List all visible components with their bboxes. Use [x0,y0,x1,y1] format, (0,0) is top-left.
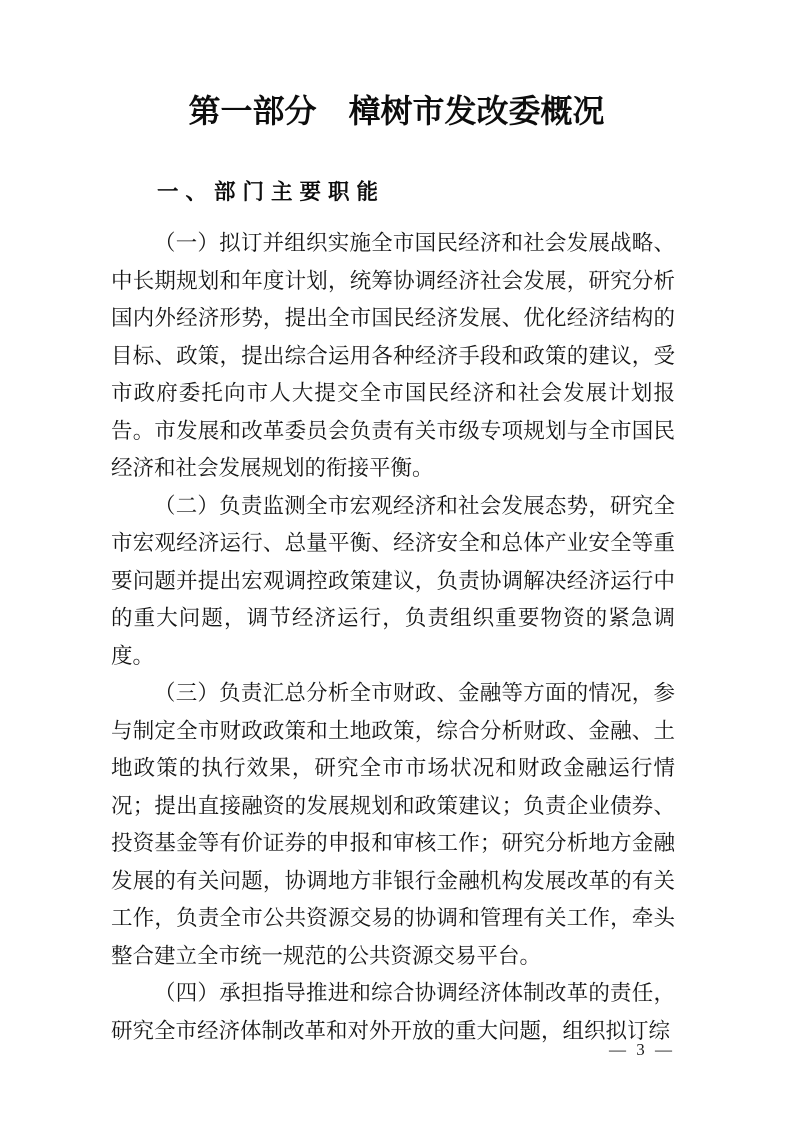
page-number: — 3 — [609,1040,675,1059]
section-heading: 一、部门主要职能 [157,180,386,204]
paragraph-4: （四）承担指导推进和综合协调经济体制改革的责任，研究全市经济体制改革和对外开放的重大问题，组织拟订综 [111,981,675,1043]
paragraph-3: （三）负责汇总分析全市财政、金融等方面的情况，参与制定全市财政政策和土地政策，综合分析财政、金融、土地政策的执行效果，研究全市市场状况和财政金融运行情况；提出直接融资的发展规划和政策建议；负责企业债券、投资基金等有价证券的申报和审核工作；研究分析地方金融发展的有关问题，协调地方非银行金融机构发展改革的有关工作，负责全市公共资源交易的协调和管理有关工作，牵头整合建立全市统一规范的公共资源交易平台。 [111,681,675,968]
document-body [111,225,675,1050]
paragraph-1: （一）拟订并组织实施全市国民经济和社会发展战略、中长期规划和年度计划，统筹协调经济社会发展，研究分析国内外经济形势，提出全市国民经济发展、优化经济结构的目标、政策，提出综合运用各种经济手段和政策的建议，受市政府委托向市人大提交全市国民经济和社会发展计划报告。市发展和改革委员会负责有关市级专项规划与全市国民经济和社会发展规划的衔接平衡。 [111,231,675,480]
page-title: 第一部分 樟树市发改委概况 [188,93,605,129]
paragraph-2: （二）负责监测全市宏观经济和社会发展态势，研究全市宏观经济运行、总量平衡、经济安全和总体产业安全等重要问题并提出宏观调控政策建议，负责协调解决经济运行中的重大问题，调节经济运行，负责组织重要物资的紧急调度。 [111,493,675,668]
